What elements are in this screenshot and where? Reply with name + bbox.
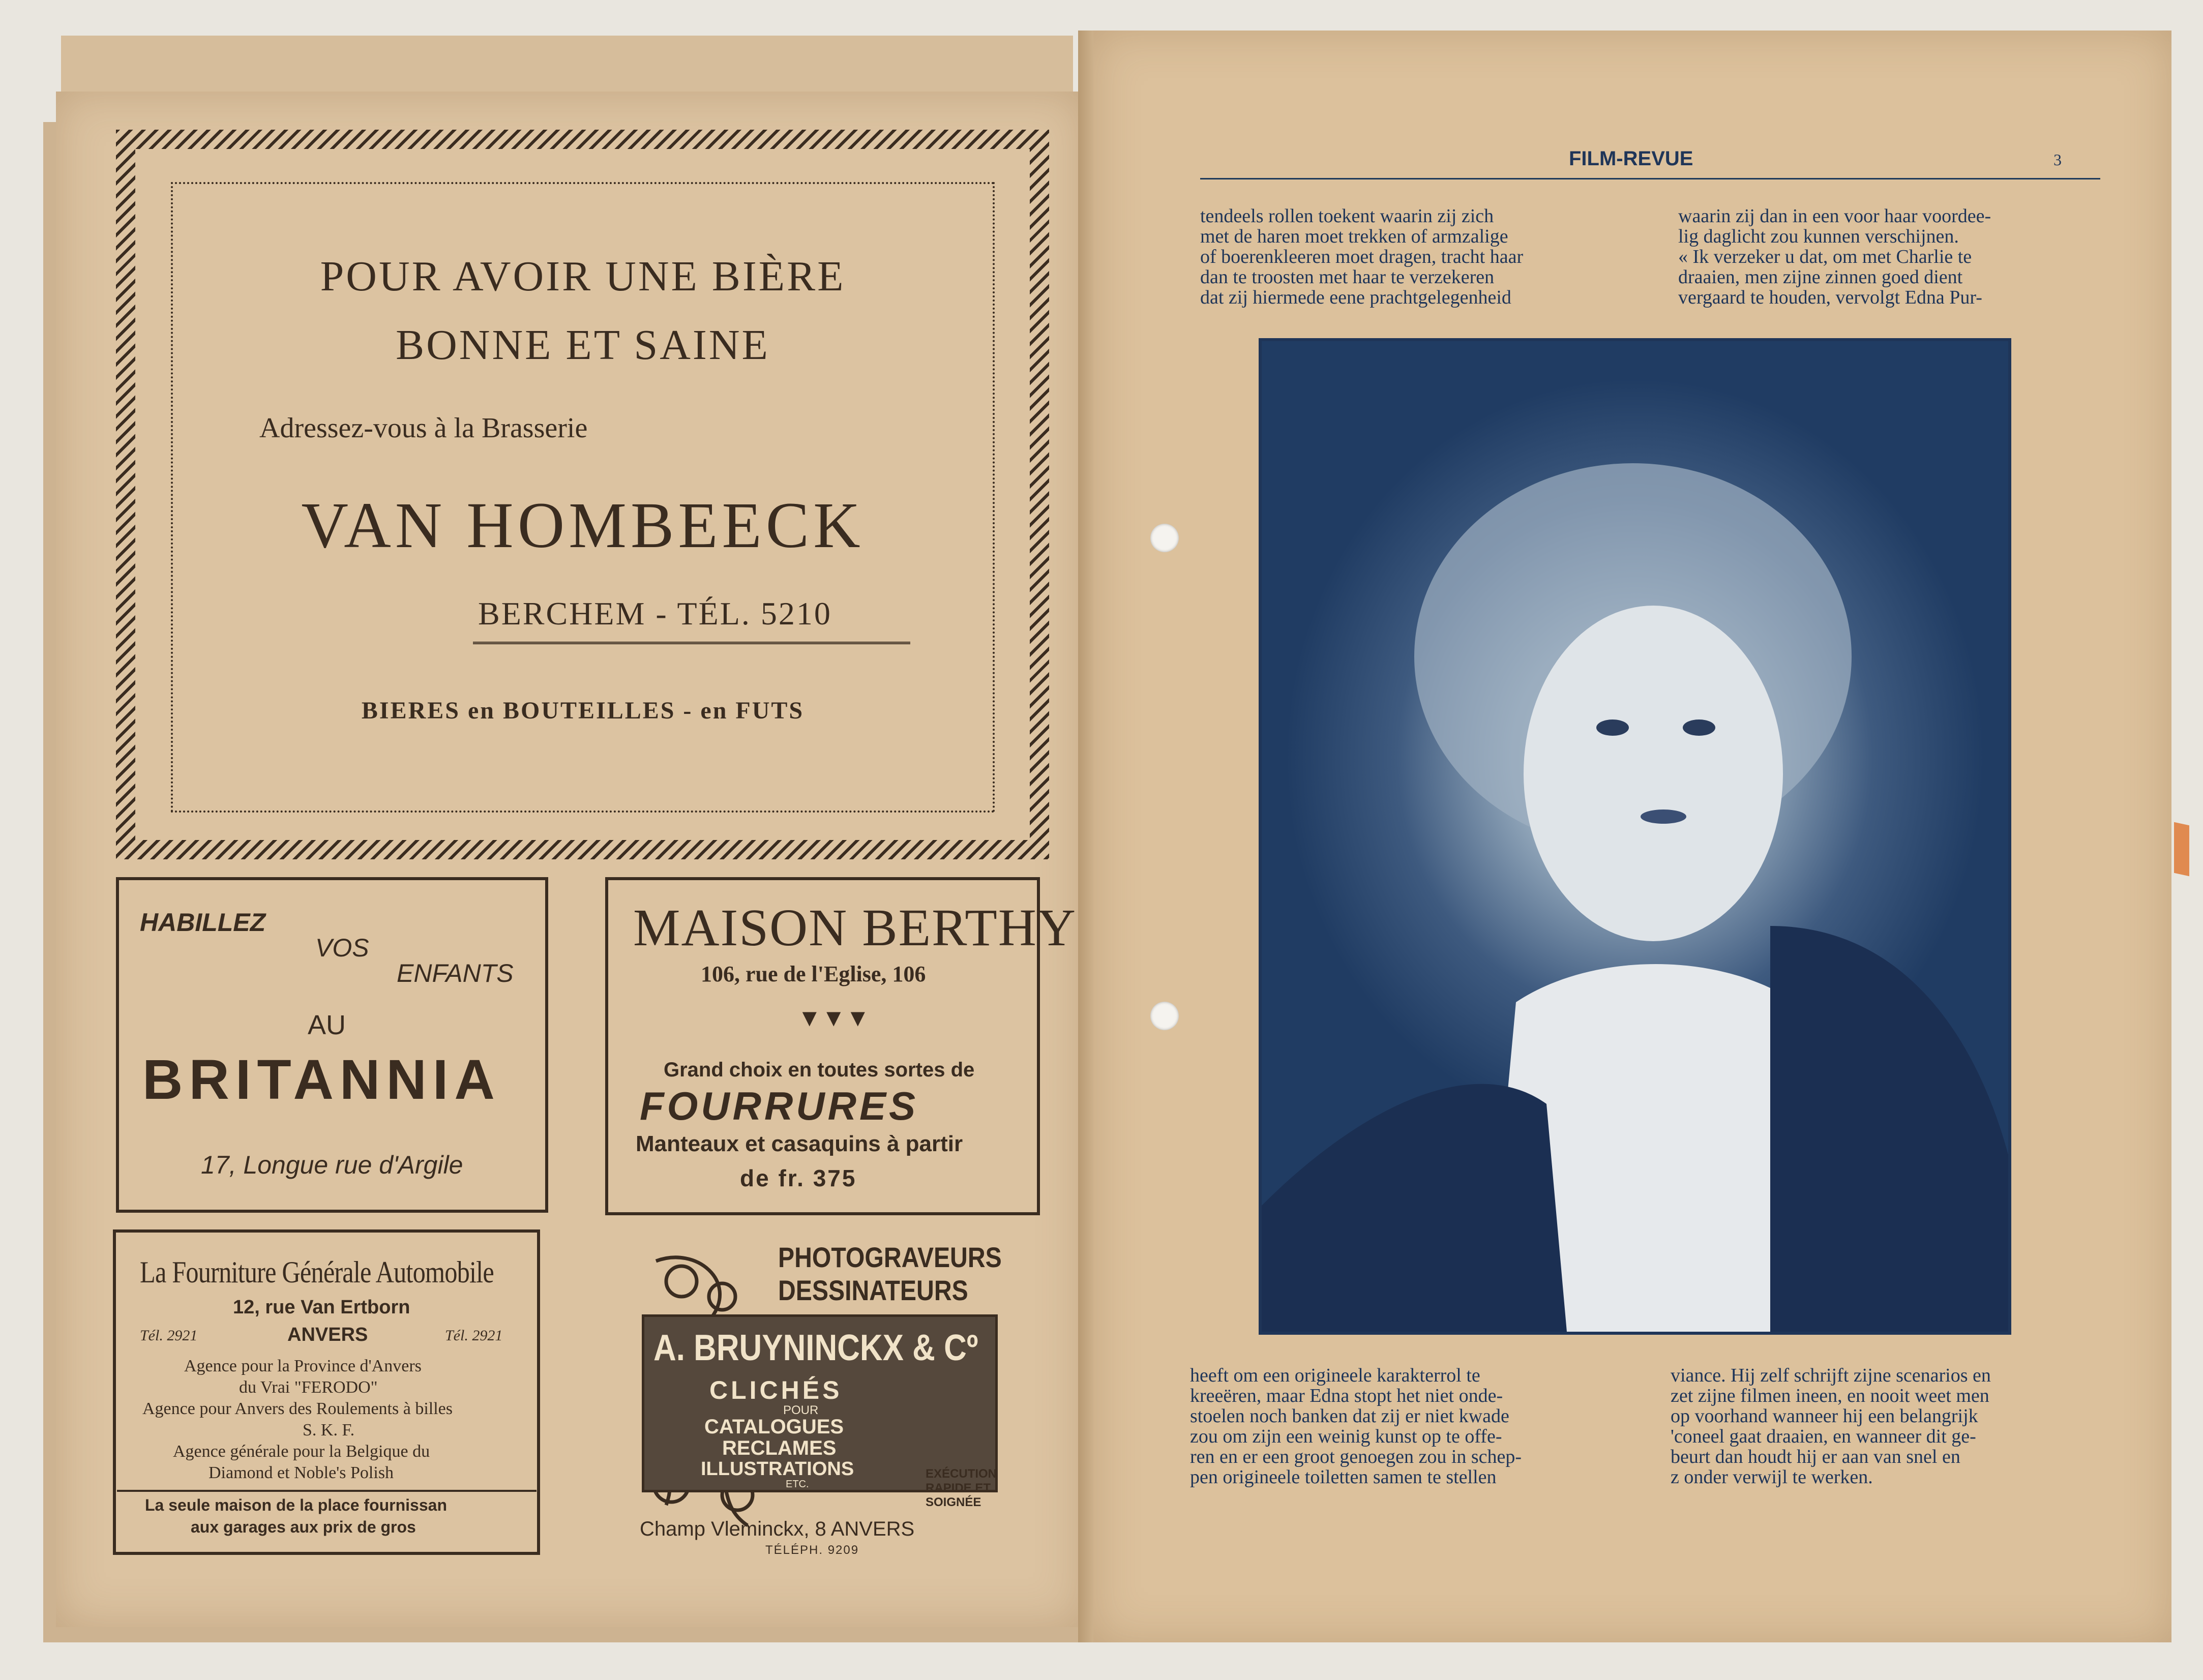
berthy-address: 106, rue de l'Eglise, 106	[701, 962, 926, 986]
text-line: op voorhand wanneer hij een belangrijk	[1671, 1405, 1978, 1427]
portrait-photo	[1259, 338, 2011, 1335]
text-line: dat zij hiermede eene prachtgelegenheid	[1200, 287, 1511, 308]
fourniture-bottom-1: La seule maison de la place fournissan	[145, 1496, 447, 1514]
brasserie-headline-2: BONNE ET SAINE	[396, 321, 770, 369]
bruyninckx-illustrations: ILLUSTRATIONS	[701, 1458, 854, 1480]
britannia-word-3: ENFANTS	[397, 959, 514, 987]
bruyninckx-pour: POUR	[783, 1403, 819, 1417]
britannia-name: BRITANNIA	[142, 1048, 501, 1111]
text-line: waarin zij dan in een voor haar voordee-	[1678, 205, 1991, 227]
britannia-address: 17, Longue rue d'Argile	[201, 1151, 463, 1179]
text-line: of boerenkleeren moet dragen, tracht haar	[1200, 246, 1524, 267]
berthy-name: MAISON BERTHY	[633, 898, 1077, 957]
text-column-bottom-left	[1190, 1365, 1597, 1487]
brasserie-name: VAN HOMBEECK	[301, 489, 865, 561]
fourniture-line-1: Agence pour la Province d'Anvers	[184, 1357, 422, 1375]
portrait-silhouette	[1262, 341, 2008, 1332]
page-tab	[2174, 822, 2189, 876]
text-line: met de haren moet trekken of armzalige	[1200, 226, 1508, 247]
fourniture-divider	[117, 1490, 537, 1492]
bruyninckx-etc: ETC.	[786, 1479, 809, 1490]
fourniture-street: 12, rue Van Ertborn	[233, 1297, 410, 1318]
text-line: zou om zijn een weinig kunst op te offe-	[1190, 1426, 1502, 1447]
bruyninckx-exec-1: EXÉCUTION	[926, 1467, 997, 1481]
fourniture-city: ANVERS	[287, 1324, 368, 1345]
britannia-word-1: HABILLEZ	[140, 908, 266, 937]
text-line: vergaard te houden, vervolgt Edna Pur-	[1678, 287, 1982, 308]
text-line: beurt dan houdt hij er aan van snel en	[1671, 1446, 1960, 1467]
text-line: stoelen noch banken dat zij er niet kwade	[1190, 1405, 1509, 1427]
text-line: viance. Hij zelf schrijft zijne scenarios en	[1671, 1365, 1991, 1386]
bruyninckx-tel: TÉLÉPH. 9209	[765, 1543, 859, 1557]
bruyninckx-header-2: DESSINATEURS	[778, 1274, 968, 1306]
fourniture-line-3: Agence pour Anvers des Roulements à billes	[142, 1399, 453, 1418]
fourniture-line-2: du Vrai "FERODO"	[239, 1378, 378, 1397]
punch-hole	[1150, 1002, 1179, 1030]
text-line: heeft om een origineele karakterrol te	[1190, 1365, 1480, 1386]
text-line: 'coneel gaat draaien, en wanneer dit ge-	[1671, 1426, 1976, 1447]
bruyninckx-exec-2: RAPIDE ET	[926, 1481, 991, 1495]
header-rule	[1200, 178, 2100, 179]
fourniture-line-4: S. K. F.	[303, 1421, 355, 1439]
brasserie-address-line: Adressez-vous à la Brasserie	[259, 412, 588, 444]
text-line: tendeels rollen toekent waarin zij zich	[1200, 205, 1494, 227]
bruyninckx-cliches: CLICHÉS	[709, 1376, 843, 1404]
text-line: lig daglicht zou kunnen verschijnen.	[1678, 226, 1959, 247]
text-line: draaien, men zijne zinnen goed dient	[1678, 266, 1963, 288]
brasserie-products: BIERES en BOUTEILLES - en FUTS	[361, 697, 805, 724]
text-column-top-right	[1678, 206, 2085, 308]
bruyninckx-address: Champ Vleminckx, 8 ANVERS	[640, 1518, 915, 1540]
britannia-word-4: AU	[308, 1010, 346, 1040]
fourniture-bottom-2: aux garages aux prix de gros	[191, 1518, 416, 1536]
bruyninckx-header-1: PHOTOGRAVEURS	[778, 1241, 1002, 1273]
berthy-line-1: Grand choix en toutes sortes de	[664, 1059, 975, 1081]
text-line: zet zijne filmen ineen, en nooit weet men	[1671, 1385, 1989, 1406]
fourniture-line-6: Diamond et Noble's Polish	[209, 1463, 394, 1482]
fourniture-name: La Fourniture Générale Automobile	[140, 1255, 494, 1289]
bruyninckx-catalogues: CATALOGUES	[704, 1416, 844, 1438]
britannia-word-2: VOS	[315, 934, 369, 962]
text-line: pen origineele toiletten samen te stellen	[1190, 1466, 1497, 1488]
fourniture-tel-left: Tél. 2921	[140, 1327, 198, 1344]
bruyninckx-exec-3: SOIGNÉE	[926, 1495, 981, 1509]
text-line: ren en er een groot genoegen zou in schep-	[1190, 1446, 1522, 1467]
double-underline	[473, 642, 910, 644]
fourniture-tel-right: Tél. 2921	[445, 1327, 503, 1344]
text-line: « Ik verzeker u dat, om met Charlie te	[1678, 246, 1972, 267]
magazine-title: FILM-REVUE	[1569, 147, 1693, 170]
text-column-bottom-right	[1671, 1365, 2082, 1487]
brasserie-city-tel: BERCHEM - TÉL. 5210	[478, 595, 832, 632]
text-line: z onder verwijl te werken.	[1671, 1466, 1873, 1488]
page-number: 3	[2053, 151, 2062, 169]
ornament-icon: ▼▼▼	[797, 1005, 870, 1032]
text-line: kreeëren, maar Edna stopt het niet onde-	[1190, 1385, 1503, 1406]
bruyninckx-name: A. BRUYNINCKX & Cº	[653, 1328, 978, 1368]
brasserie-headline-1: POUR AVOIR UNE BIÈRE	[320, 253, 846, 300]
fourniture-line-5: Agence générale pour la Belgique du	[173, 1442, 430, 1461]
berthy-line-2: Manteaux et casaquins à partir	[636, 1131, 963, 1156]
berthy-product: FOURRURES	[640, 1084, 919, 1128]
berthy-price: de fr. 375	[740, 1165, 857, 1191]
text-column-top-left	[1200, 206, 1602, 308]
punch-hole	[1150, 524, 1179, 552]
bruyninckx-reclames: RECLAMES	[722, 1437, 837, 1459]
text-line: dan te troosten met haar te verzekeren	[1200, 266, 1495, 288]
